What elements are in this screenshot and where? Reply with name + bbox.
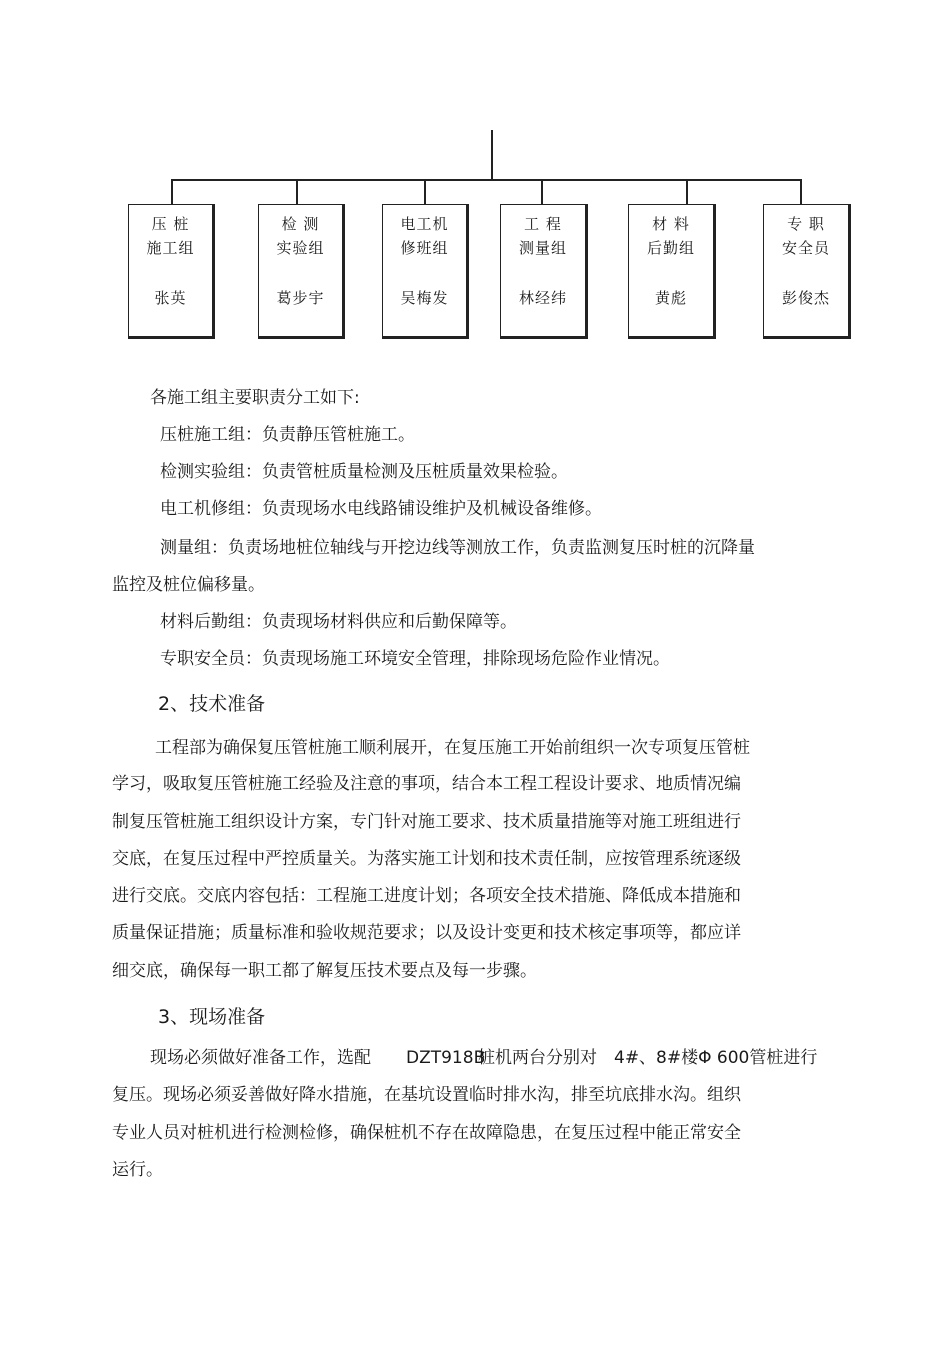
- duties-intro: 各施工组主要职责分工如下:: [150, 388, 360, 408]
- paragraph-line: 运行。: [112, 1160, 163, 1180]
- section-heading: 3、现场准备: [158, 1006, 266, 1028]
- org-box-leader: 彭俊杰: [781, 289, 830, 307]
- org-box-subtitle: 实验组: [276, 239, 325, 257]
- org-box-subtitle: 修班组: [400, 239, 449, 257]
- org-box-leader: 葛步宇: [276, 289, 325, 307]
- duty-item: 压桩施工组：负责静压管桩施工。: [160, 425, 415, 445]
- org-box-title: 压 桩: [151, 215, 190, 233]
- org-box-subtitle: 安全员: [781, 239, 830, 257]
- paragraph-line: 质量保证措施；质量标准和验收规范要求；以及设计变更和技术核定事项等，都应详: [112, 923, 741, 943]
- org-branch-line: [171, 179, 173, 205]
- org-box-title: 材 料: [652, 215, 690, 233]
- org-box-leader: 张英: [154, 289, 187, 307]
- model-number: DZT918B: [406, 1048, 486, 1068]
- org-box-subtitle: 后勤组: [646, 239, 695, 257]
- paragraph-line-part: 4#、8#楼Φ 600管桩进行: [614, 1048, 818, 1068]
- paragraph-line: 工程部为确保复压管桩施工顺利展开，在复压施工开始前组织一次专项复压管桩: [155, 738, 750, 758]
- org-bus-line: [171, 179, 802, 181]
- paragraph-line: 进行交底。交底内容包括：工程施工进度计划；各项安全技术措施、降低成本措施和: [112, 886, 741, 906]
- org-box-safety: [763, 204, 851, 339]
- paragraph-line: 学习，吸取复压管桩施工经验及注意的事项，结合本工程工程设计要求、地质情况编: [112, 774, 741, 794]
- org-branch-line: [686, 179, 688, 205]
- org-box-leader: 吴梅发: [400, 289, 449, 307]
- paragraph-line: 细交底，确保每一职工都了解复压技术要点及每一步骤。: [112, 961, 537, 981]
- paragraph-line: 复压。现场必须妥善做好降水措施，在基坑设置临时排水沟，排至坑底排水沟。组织: [112, 1085, 741, 1105]
- org-trunk-line: [491, 130, 493, 180]
- duty-item: 材料后勤组：负责现场材料供应和后勤保障等。: [160, 612, 517, 632]
- org-box-title: 电工机: [400, 215, 449, 233]
- org-box-subtitle: 测量组: [518, 239, 567, 257]
- paragraph-line-part: 现场必须做好准备工作，选配: [150, 1048, 371, 1068]
- org-branch-line: [296, 179, 298, 205]
- paragraph-line: 制复压管桩施工组织设计方案，专门针对施工要求、技术质量措施等对施工班组进行: [112, 812, 741, 832]
- org-chart: [0, 0, 950, 360]
- duty-item: 检测实验组：负责管桩质量检测及压桩质量效果检验。: [160, 462, 568, 482]
- org-branch-line: [800, 179, 802, 205]
- paragraph-line: 专业人员对桩机进行检测检修，确保桩机不存在故障隐患，在复压过程中能正常安全: [112, 1123, 741, 1143]
- duty-item: 测量组：负责场地桩位轴线与开挖边线等测放工作，负责监测复压时桩的沉降量: [160, 538, 755, 558]
- org-box-testing: [258, 204, 345, 339]
- org-box-title: 检 测: [281, 215, 320, 233]
- org-box-pile-pressing: [128, 204, 215, 339]
- org-box-title: 工 程: [524, 215, 562, 233]
- org-box-leader: 黄彪: [654, 289, 687, 307]
- duty-item: 专职安全员：负责现场施工环境安全管理，排除现场危险作业情况。: [160, 649, 670, 669]
- duty-item: 监控及桩位偏移量。: [112, 575, 265, 595]
- org-branch-line: [541, 179, 543, 205]
- paragraph-line: 交底，在复压过程中严控质量关。为落实施工计划和技术责任制，应按管理系统逐级: [112, 849, 741, 869]
- org-box-logistics: [628, 204, 716, 339]
- paragraph-line-part: 桩机两台分别对: [478, 1048, 597, 1068]
- org-box-leader: 林经纬: [518, 289, 567, 307]
- org-box-title: 专 职: [787, 215, 825, 233]
- org-box-survey: [500, 204, 588, 339]
- org-box-subtitle: 施工组: [146, 239, 195, 257]
- org-box-electrical: [382, 204, 469, 339]
- section-heading: 2、技术准备: [158, 693, 266, 715]
- org-branch-line: [424, 179, 426, 205]
- duty-item: 电工机修组：负责现场水电线路铺设维护及机械设备维修。: [160, 499, 602, 519]
